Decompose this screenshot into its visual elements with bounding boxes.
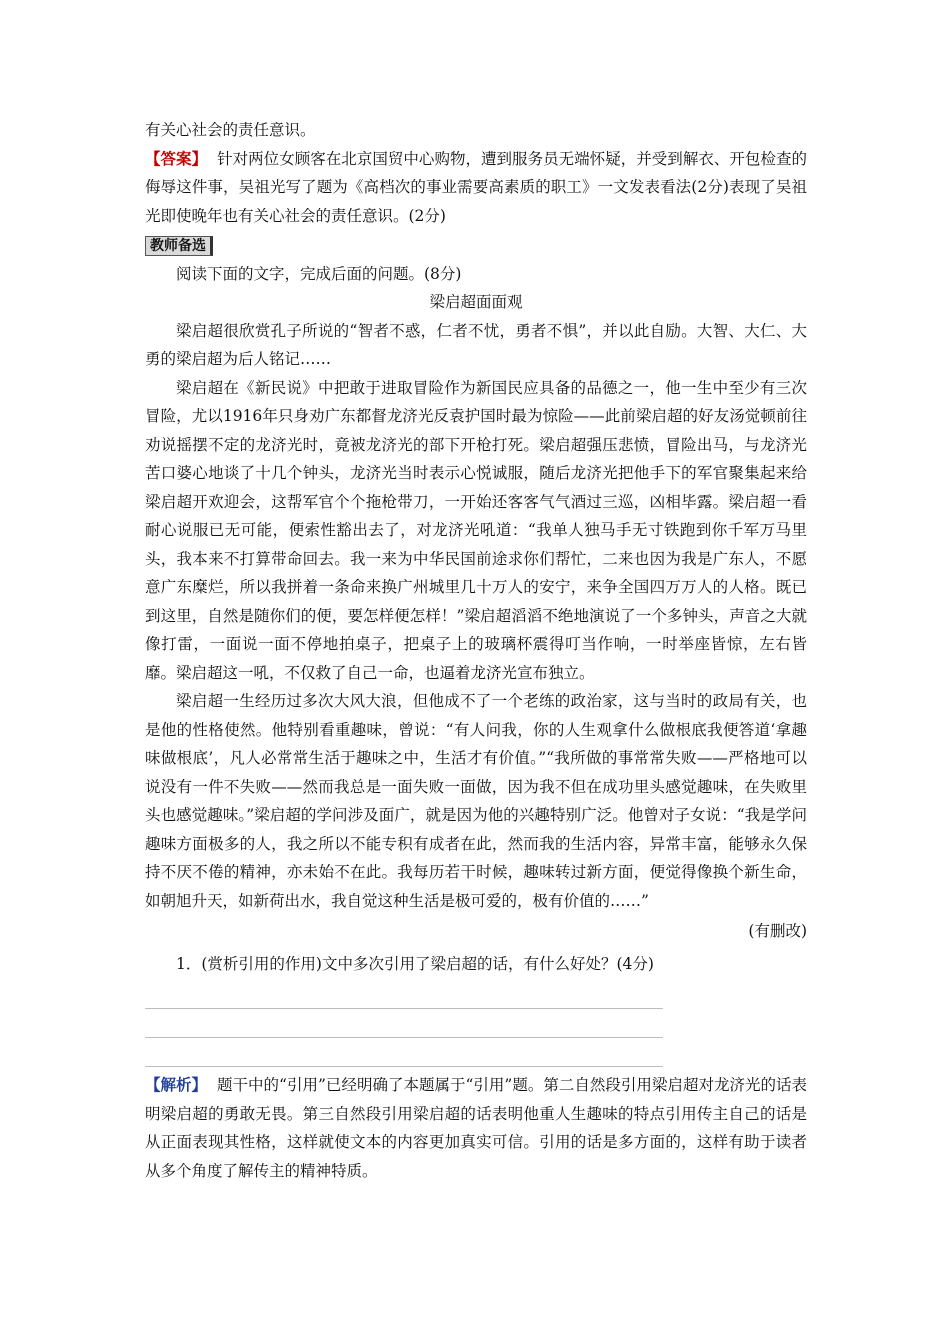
answer-line xyxy=(145,980,663,1009)
article-paragraph-3: 梁启超一生经历过多次大风大浪，但他成不了一个老练的政治家，这与当时的政局有关，也是他的性格使然。他特别看重趣味，曾说：“有人问我，你的人生观拿什么做根底我便答道‘拿趣味做根底’，凡人必常常生活于趣味之中，生活才有价值。”“我所做的事常常失败——严格地可以说没有一件不失败——然而我总是一面失败一面做，因为我不但在成功里头感觉趣味，在失败里头也感觉趣味。”梁启超的学问涉及面广，就是因为他的兴趣特别广泛。他曾对子女说：“我是学问趣味方面极多的人，我之所以不能专积有成者在此，然而我的生活内容，异常丰富，能够永久保持不厌不倦的精神，亦未始不在此。我每历若干时候，趣味转过新方面，便觉得像换个新生命，如朝旭升天，如新荷出水，我自觉这种生活是极可爱的，极有价值的……” xyxy=(145,692,807,910)
question-1: 1．(赏析引用的作用)文中多次引用了梁启超的话，有什么好处？(4分) xyxy=(176,954,654,973)
answer-tag: 【答案】 xyxy=(145,148,208,168)
answer-block xyxy=(145,145,807,231)
teacher-label: 教师备选 xyxy=(145,236,213,256)
answer-line xyxy=(145,1009,663,1038)
top-text: 有关心社会的责任意识。 xyxy=(145,121,316,139)
analysis-tag: 【解析】 xyxy=(145,1075,208,1094)
answer-lines xyxy=(145,980,807,1067)
analysis-text: 题干中的“引用”已经明确了本题属于“引用”题。第二自然段引用梁启超对龙济光的话表明梁启超的勇敢无畏。第三自然段引用梁启超的话表明他重人生趣味的特点引用传主自己的话是从正面表现其性格，这样就使文本的内容更加真实可信。引用的话是多方面的，这样有助于读者从多个角度了解传主的精神特质。 xyxy=(145,1076,807,1180)
instruction: 阅读下面的文字，完成后面的问题。(8分) xyxy=(176,264,462,283)
document-page xyxy=(145,116,807,1185)
article-title: 梁启超面面观 xyxy=(429,293,523,311)
analysis-block xyxy=(145,1071,807,1185)
answer-text: 针对两位女顾客在北京国贸中心购物，遭到服务员无端怀疑，并受到解衣、开包检查的侮辱这件事，吴祖光写了题为《高档次的事业需要高素质的职工》一文发表看法(2分)表现了吴祖光即使晚年也有关心社会的责任意识。(2分) xyxy=(145,149,807,225)
article-source: (有删改) xyxy=(748,922,807,940)
article-paragraph-1: 梁启超很欣赏孔子所说的“智者不惑，仁者不忧，勇者不惧”，并以此自励。大智、大仁、大勇的梁启超为后人铭记…… xyxy=(145,321,807,368)
answer-line xyxy=(145,1038,663,1067)
article-paragraph-2: 梁启超在《新民说》中把敢于进取冒险作为新国民应具备的品德之一，他一生中至少有三次冒险，尤以1916年只身劝广东都督龙济光反袁护国时最为惊险——此前梁启超的好友汤觉顿前往劝说摇摆不定的龙济光时，竟被龙济光的部下开枪打死。梁启超强压悲愤，冒险出马，与龙济光苦口婆心地谈了十几个钟头，龙济光当时表示心悦诚服，随后龙济光把他手下的军官聚集起来给梁启超开欢迎会，这帮军官个个拖枪带刀，一开始还客客气气酒过三巡，凶相毕露。梁启超一看耐心说服已无可能，便索性豁出去了，对龙济光吼道：“我单人独马手无寸铁跑到你千军万马里头，我本来不打算带命回去。我一来为中华民国前途求你们帮忙，二来也因为我是广东人，不愿意广东糜烂，所以我拼着一条命来换广州城里几十万人的安宁，来争全国四万万人的人格。既已到这里，自然是随你们的便，要怎样便怎样！”梁启超滔滔不绝地演说了一个多钟头，声音之大就像打雷，一面说一面不停地拍桌子，把桌子上的玻璃杯震得叮当作响，一时举座皆惊，左右皆靡。梁启超这一吼，不仅救了自己一命，也逼着龙济光宣布独立。 xyxy=(145,378,807,682)
